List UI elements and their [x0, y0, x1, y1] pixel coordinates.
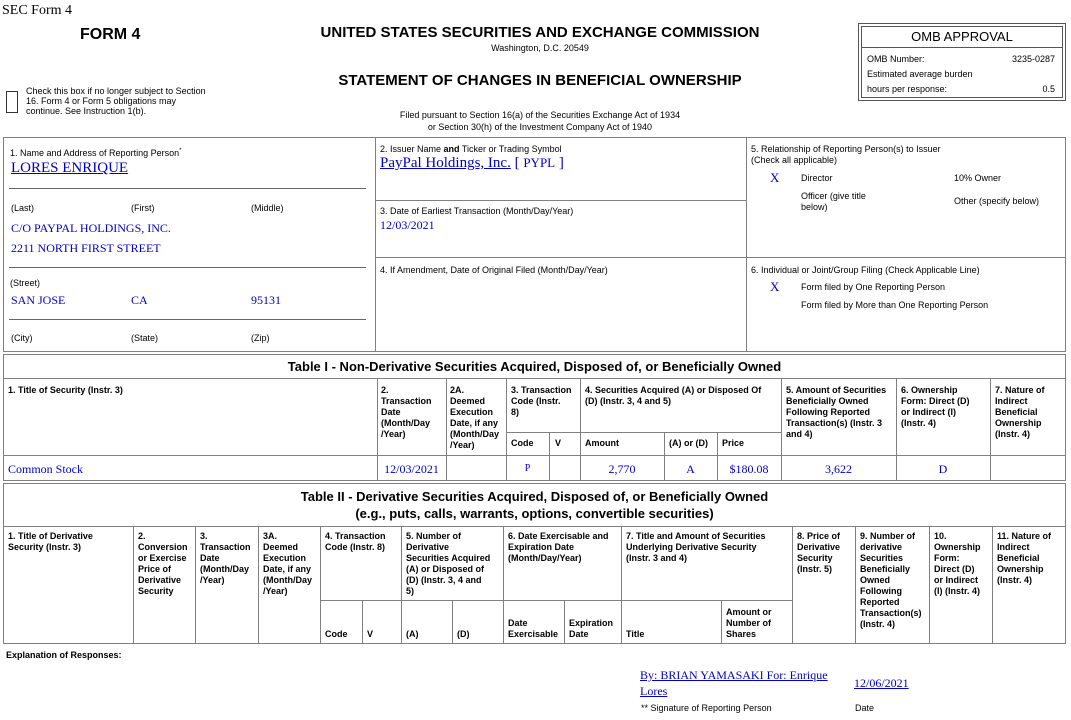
- t2-col-title-header: 1. Title of Derivative Security (Instr. 3): [8, 531, 93, 552]
- agency-location: Washington, D.C. 20549: [491, 43, 589, 53]
- zip-value: 95131: [251, 293, 281, 307]
- form-title: FORM 4: [80, 26, 141, 43]
- ticker-symbol: PYPL: [523, 155, 556, 170]
- t1-amount-subheader: Amount: [585, 438, 619, 448]
- omb-number-value: 3235-0287: [1011, 54, 1055, 64]
- t2-v-subheader: V: [367, 629, 374, 639]
- t2-col-conversion-header: 2. Conversion or Exercise Price of Derivative Security: [138, 531, 188, 596]
- earliest-date-label: 3. Date of Earliest Transaction (Month/Day/Year): [380, 206, 574, 216]
- filing-check-mark: X: [770, 279, 780, 294]
- director-label: Director: [801, 173, 833, 183]
- table1-title: Table I - Non-Derivative Securities Acquired, Disposed of, or Beneficially Owned: [287, 359, 782, 374]
- t1-col-amount-owned-header: 5. Amount of Securities Beneficially Owned Following Reported Transaction(s) (Instr. 3 and 4): [786, 385, 887, 439]
- t2-col-owned-header: 9. Number of derivative Securities Beneficially Owned Following Reported Transaction(s) (Instr. 4): [860, 531, 922, 629]
- statement-title: STATEMENT OF CHANGES IN BENEFICIAL OWNERSHIP: [338, 72, 742, 89]
- t1-row-form: D: [938, 462, 948, 476]
- t1-col-nature-header: 7. Nature of Indirect Beneficial Ownership (Instr. 4): [995, 385, 1045, 439]
- issuer-name-link[interactable]: PayPal Holdings, Inc.: [380, 155, 511, 171]
- t1-col-title-header: 1. Title of Security (Instr. 3): [8, 385, 123, 395]
- filing-label: 6. Individual or Joint/Group Filing (Check Applicable Line): [751, 265, 980, 275]
- last-label: (Last): [11, 203, 35, 213]
- officer-label: Officer (give title below): [801, 191, 866, 212]
- address-line1: C/O PAYPAL HOLDINGS, INC.: [11, 221, 171, 235]
- state-label: (State): [131, 333, 159, 343]
- t1-price-subheader: Price: [722, 438, 745, 448]
- t2-title-subheader: Title: [626, 629, 645, 639]
- signature-label: ** Signature of Reporting Person: [641, 703, 772, 713]
- no-longer-subject-checkbox[interactable]: [6, 91, 18, 113]
- t2-col-exercisable-header: 6. Date Exercisable and Expiration Date (Month/Day/Year): [508, 531, 609, 563]
- city-label: (City): [11, 333, 33, 343]
- omb-number-label: OMB Number:: [867, 54, 925, 64]
- t2-col-underlying-header: 7. Title and Amount of Securities Underlying Derivative Security (Instr. 3 and 4): [626, 531, 766, 563]
- middle-label: (Middle): [251, 203, 284, 213]
- address-line2: 2211 NORTH FIRST STREET: [11, 241, 161, 255]
- issuer-line: PayPal Holdings, Inc. [ PYPL ]: [380, 155, 564, 171]
- t1-row-amount: 2,770: [608, 462, 636, 476]
- t2-col-date-header: 3. Transaction Date (Month/Day /Year): [200, 531, 251, 585]
- t1-row-owned: 3,622: [825, 462, 852, 476]
- t1-row-a-or-d: A: [686, 462, 695, 476]
- t2-d-subheader: (D): [457, 629, 470, 639]
- form-type-label: SEC Form 4: [2, 3, 73, 18]
- amendment-label: 4. If Amendment, Date of Original Filed (Month/Day/Year): [380, 265, 608, 275]
- reporting-person-name-link[interactable]: LORES ENRIQUE: [11, 160, 129, 176]
- street-label: (Street): [10, 278, 41, 288]
- omb-hours-label: hours per response:: [867, 84, 948, 94]
- omb-title: OMB APPROVAL: [911, 29, 1013, 44]
- t2-col-deemed-header: 3A. Deemed Execution Date, if any (Month/Day /Year): [263, 531, 312, 596]
- t2-col-ownership-form-header: 10. Ownership Form: Direct (D) or Indirect (I) (Instr. 4): [934, 531, 981, 596]
- ten-pct-owner-label: 10% Owner: [954, 173, 1002, 183]
- relationship-sublabel: (Check all applicable): [751, 155, 838, 165]
- t2-a-subheader: (A): [406, 629, 419, 639]
- t2-expiration-subheader: Expiration Date: [569, 618, 614, 639]
- t1-col-deemed-header: 2A. Deemed Execution Date, if any (Month/Day /Year): [450, 385, 499, 450]
- zip-label: (Zip): [251, 333, 270, 343]
- agency-title: UNITED STATES SECURITIES AND EXCHANGE COMMISSION: [320, 24, 760, 41]
- issuer-label: 2. Issuer Name and Ticker or Trading Symbol: [380, 144, 562, 154]
- t1-col-securities-header: 4. Securities Acquired (A) or Disposed Of (D) (Instr. 3, 4 and 5): [585, 385, 762, 406]
- reporting-person-label: 1. Name and Address of Reporting Person*: [10, 148, 182, 158]
- state-value: CA: [131, 293, 148, 307]
- t2-date-exercisable-subheader: Date Exercisable: [508, 618, 559, 639]
- explanation-of-responses: Explanation of Responses:: [6, 650, 122, 660]
- t1-v-subheader: V: [555, 438, 562, 448]
- relationship-label: 5. Relationship of Reporting Person(s) to Issuer: [751, 144, 941, 154]
- t1-col-date-header: 2. Transaction Date (Month/Day /Year): [381, 385, 432, 439]
- t1-code-subheader: Code: [511, 438, 534, 448]
- date-label: Date: [855, 703, 875, 713]
- earliest-date-value: 12/03/2021: [380, 218, 435, 232]
- signature-date: 12/06/2021: [854, 676, 909, 690]
- t2-amount-subheader: Amount or Number of Shares: [726, 607, 772, 639]
- t2-col-number-header: 5. Number of Derivative Securities Acquired (A) or Disposed of (D) (Instr. 3, 4 and 5): [406, 531, 491, 596]
- omb-hours-value: 0.5: [1042, 84, 1055, 94]
- t1-a-or-d-subheader: (A) or (D): [669, 438, 708, 448]
- t1-row-date: 12/03/2021: [384, 462, 439, 476]
- t2-code-subheader: Code: [325, 629, 348, 639]
- t2-col-code-header: 4. Transaction Code (Instr. 8): [325, 531, 386, 552]
- city-value: SAN JOSE: [11, 293, 66, 307]
- signature-link[interactable]: By: BRIAN YAMASAKI For: Enrique Lores: [640, 668, 828, 698]
- table2-title: Table II - Derivative Securities Acquired, Disposed of, or Beneficially Owned (e.g., puts, calls, warrants, options, convertible securities): [300, 489, 769, 521]
- director-check-mark: X: [770, 170, 780, 185]
- t1-row-code: P: [524, 463, 531, 474]
- t2-col-nature-header: 11. Nature of Indirect Beneficial Ownership (Instr. 4): [997, 531, 1052, 585]
- t2-col-price-header: 8. Price of Derivative Security (Instr. 5): [797, 531, 841, 574]
- filed-pursuant: Filed pursuant to Section 16(a) of the Securities Exchange Act of 1934 or Section 30(h) of the Investment Company Act of 1940: [399, 110, 681, 132]
- t1-row-price: $180.08: [729, 462, 769, 476]
- t1-row-title: Common Stock: [8, 462, 84, 476]
- t1-col-ownership-form-header: 6. Ownership Form: Direct (D) or Indirect (I) (Instr. 4): [901, 385, 970, 428]
- filing-multiple-persons: Form filed by More than One Reporting Person: [801, 300, 989, 310]
- other-label: Other (specify below): [954, 196, 1040, 206]
- filing-one-person: Form filed by One Reporting Person: [801, 282, 946, 292]
- checkbox-text: Check this box if no longer subject to Section 16. Form 4 or Form 5 obligations may continue. See Instruction 1(b).: [26, 86, 206, 116]
- t1-col-code-header: 3. Transaction Code (Instr. 8): [511, 385, 572, 417]
- first-label: (First): [131, 203, 155, 213]
- omb-burden-label: Estimated average burden: [867, 69, 973, 79]
